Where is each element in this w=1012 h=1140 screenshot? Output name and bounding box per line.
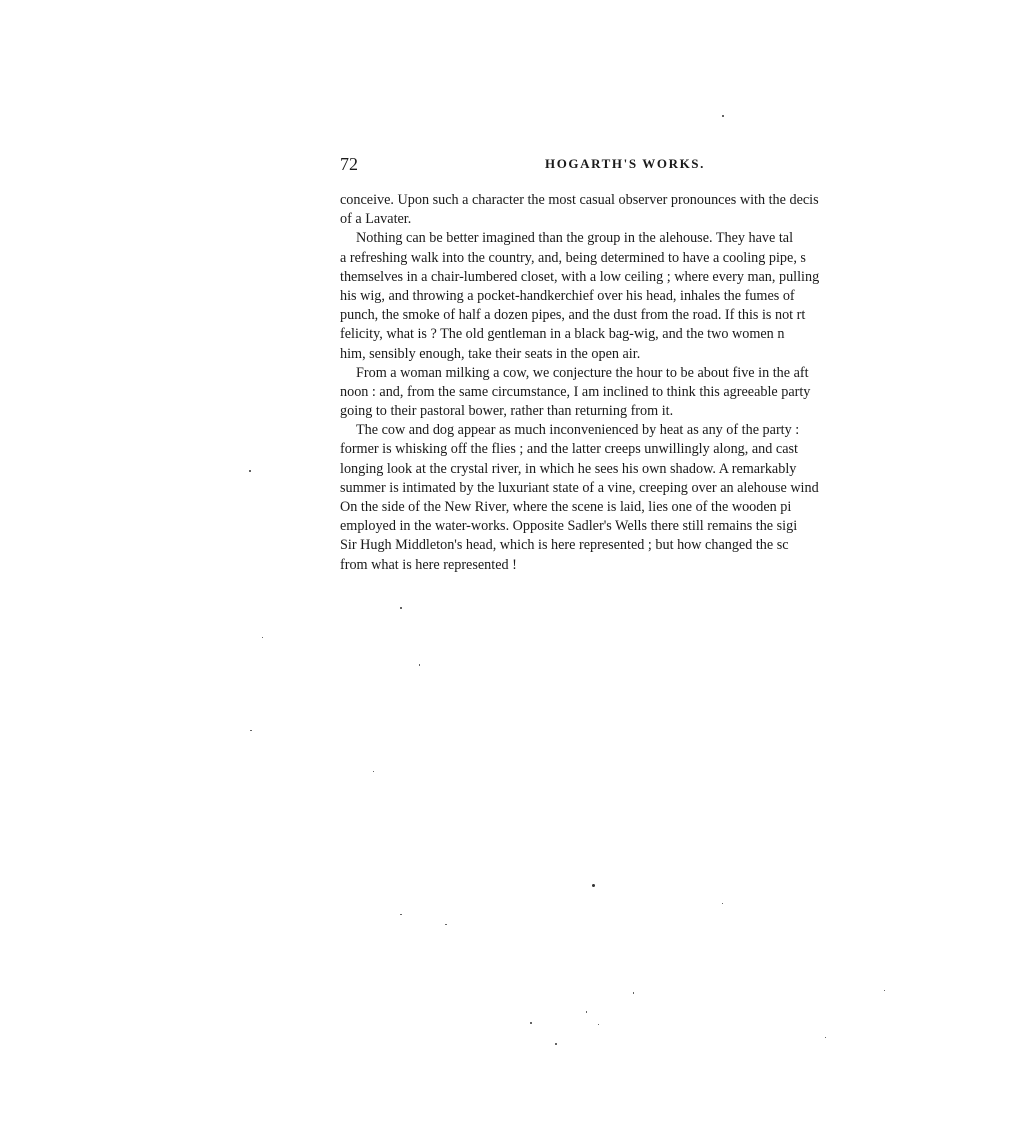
scan-speck <box>633 992 634 994</box>
text-line: summer is intimated by the luxuriant state of a vine, creeping over an alehouse wind <box>340 479 819 496</box>
scan-speck <box>400 607 402 609</box>
scan-speck <box>419 664 420 666</box>
scan-speck <box>592 884 595 887</box>
text-line: On the side of the New River, where the scene is laid, lies one of the wooden pi <box>340 499 792 515</box>
text-line: felicity, what is ? The old gentleman in a black bag-wig, and the two women n <box>340 326 785 343</box>
text-line: noon : and, from the same circumstance, I am inclined to think this agreeable party <box>340 383 811 400</box>
text-line: former is whisking off the flies ; and the latter creeps unwillingly along, and cast <box>340 441 798 458</box>
scan-speck <box>598 1024 599 1025</box>
text-line: of a Lavater. <box>340 211 412 228</box>
scan-speck <box>445 924 447 925</box>
scan-speck <box>722 903 723 904</box>
scan-speck <box>400 914 402 915</box>
scan-speck <box>722 115 724 117</box>
page-number: 72 <box>340 154 358 174</box>
body-text <box>340 191 896 575</box>
text-line: longing look at the crystal river, in which he sees his own shadow. A remarkably <box>340 460 797 477</box>
text-line: his wig, and throwing a pocket-handkerchief over his head, inhales the fumes of <box>340 287 795 304</box>
text-line: from what is here represented ! <box>340 556 517 573</box>
text-line: themselves in a chair-lumbered closet, with a low ceiling ; where every man, pulling <box>340 268 820 285</box>
text-line: him, sensibly enough, take their seats in the open air. <box>340 345 641 362</box>
text-line: employed in the water-works. Opposite Sadler's Wells there still remains the sigi <box>340 518 798 535</box>
text-line: going to their pastoral bower, rather than returning from it. <box>340 403 674 420</box>
paragraph-start-line: From a woman milking a cow, we conjecture the hour to be about five in the aft <box>356 364 809 381</box>
text-line: a refreshing walk into the country, and, being determined to have a cooling pipe, s <box>340 249 806 266</box>
paragraph-start-line: Nothing can be better imagined than the group in the alehouse. They have tal <box>356 230 794 247</box>
scan-speck <box>530 1022 532 1024</box>
scan-speck <box>884 990 885 991</box>
scan-speck <box>250 730 252 731</box>
text-line: conceive. Upon such a character the most casual observer pronounces with the decis <box>340 192 819 208</box>
scan-speck <box>262 637 263 638</box>
scan-speck <box>825 1037 826 1038</box>
text-line: punch, the smoke of half a dozen pipes, and the dust from the road. If this is not rt <box>340 307 806 324</box>
running-title: HOGARTH'S WORKS. <box>545 156 705 171</box>
scan-speck <box>249 470 251 472</box>
scan-speck <box>373 771 374 772</box>
scan-speck <box>555 1043 557 1045</box>
scan-speck <box>586 1011 587 1013</box>
paragraph-start-line: The cow and dog appear as much inconvenienced by heat as any of the party : <box>356 422 800 439</box>
page-header <box>340 154 900 174</box>
text-line: Sir Hugh Middleton's head, which is here represented ; but how changed the sc <box>340 537 789 554</box>
